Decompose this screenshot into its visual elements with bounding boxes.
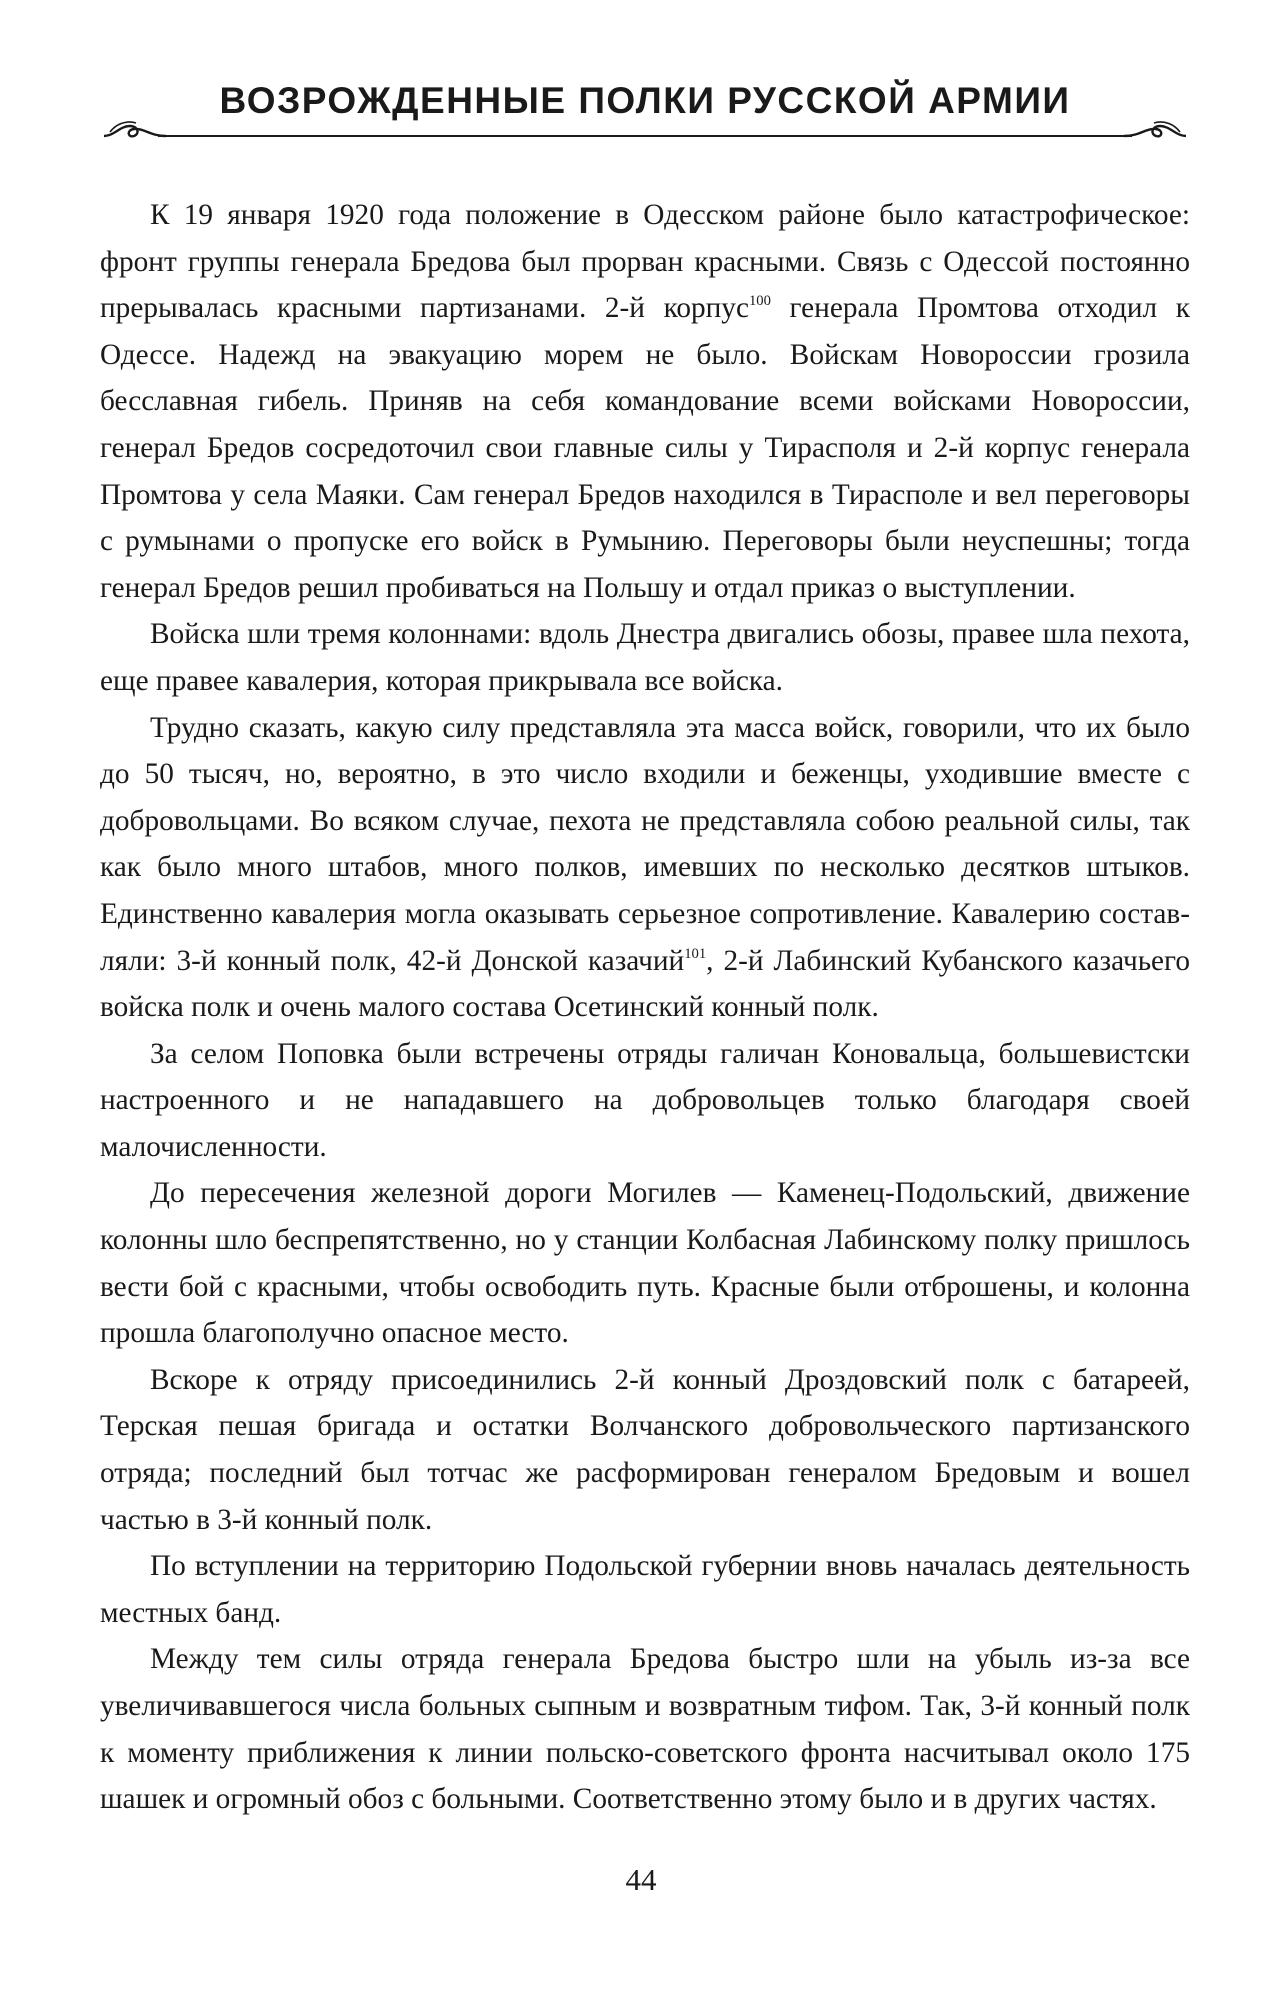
paragraph: Войска шли тремя колоннами: вдоль Днестра двигались обозы, правее шла пехота, еще правее кавалерия, которая прикрывала все войска. — [100, 618, 1190, 697]
paragraph — [100, 192, 1190, 611]
paragraph: Между тем силы отряда генерала Бредова быстро шли на убыль из-за все увеличивавшегося числа больных сыпным и возвратным тифом. Так, 3-й конный полк к моменту приближения к линии польско-советского фронта насчитывал около 175 шашек и огромный обоз с больными. Соответственно этому было и в других частях. — [100, 1643, 1190, 1816]
footnote-ref[interactable]: 101 — [684, 945, 707, 962]
paragraph-text: , 2-й Лабинский Кубанского казачьего войска полк и очень малого состава Осетинский конный полк. — [100, 944, 1190, 1024]
page-number: 44 — [625, 1862, 657, 1897]
paragraph: До пересечения железной дороги Могилев — Каменец-Подольский, движение колонны шло беспрепятственно, но у станции Колбасная Лабинскому полку пришлось вести бой с красными, чтобы освободить путь. Красные были отброшены, и колонна прошла благополучно опасное место. — [100, 1177, 1190, 1350]
running-head-title: ВОЗРОЖДЕННЫЕ ПОЛКИ РУССКОЙ АРМИИ — [219, 80, 1071, 121]
running-head-rule — [158, 135, 1132, 137]
paragraph — [100, 705, 1190, 1031]
footnote-ref[interactable]: 100 — [748, 293, 771, 310]
paragraph-text: генерала Промтова отходил к Одессе. Надежд на эвакуацию морем не было. Войскам Новороссии грозила бесславная гибель. Приняв на себя командование всеми войсками Новороссии, генерал Бредов сосредоточил свои главные силы у Тирасполя и 2-й корпус генерала Промтова у села Маяки. Сам генерал Бредов находился в Тирасполе и вел переговоры с румынами о пропуске его войск в Румынию. Переговоры были неуспешны; тогда генерал Бредов решил пробиваться на Польшу и отдал приказ о выступлении. — [100, 292, 1190, 604]
right-flourish-icon — [1120, 114, 1190, 144]
paragraph-text: К 19 января 1920 года положение в Одесском районе было катастрофическое: фронт группы генерала Бредова был прорван красными. Связь с Одессой постоянно прерывалась красными партизанами. 2-й корпус — [100, 199, 1190, 325]
body-text — [100, 192, 1190, 1823]
paragraph: Вскоре к отряду присоединились 2-й конный Дроздовский полк с батареей, Терская пешая бригада и остатки Волчанского добровольческого партизанского отряда; последний был тотчас же расформирован генералом Бредовым и вошел частью в 3-й конный полк. — [100, 1363, 1190, 1536]
paragraph: За селом Поповка были встречены отряды галичан Коновальца, большевистски настроенного и не нападавшего на добровольцев только благодаря своей малочисленности. — [100, 1037, 1190, 1163]
paragraph-text: Трудно сказать, какую силу представляла эта масса войск, говорили, что их было до 50 тысяч, но, вероятно, в это число входили и беженцы, уходившие вместе с добровольцами. Во всяком случае, пехота не представляла собою реальной силы, так как было много штабов, много полков, имевших по несколько десятков штыков. Единственно кавалерия могла оказывать серьезное сопротивление. Кавалерию составляли: 3-й конный полк, 42-й Донской казачий — [100, 711, 1190, 977]
running-head — [100, 66, 1190, 146]
paragraph: По вступлении на территорию Подольской губернии вновь началась деятельность местных банд. — [100, 1550, 1190, 1629]
